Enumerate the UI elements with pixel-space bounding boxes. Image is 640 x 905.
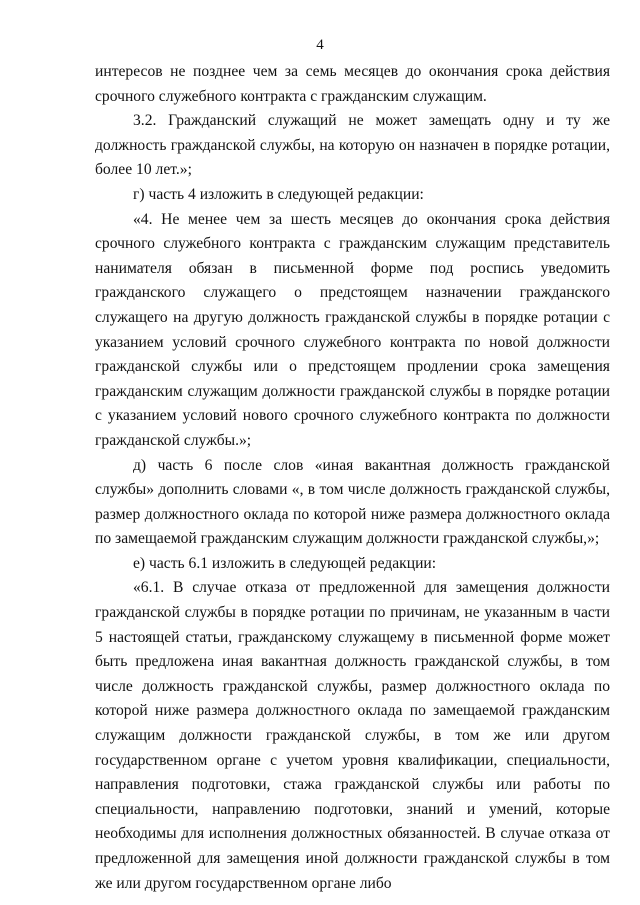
document-body (95, 60, 610, 896)
paragraph-continuation: интересов не позднее чем за семь месяцев до окончания срока действия срочного служебного контракта с гражданским служащим. (95, 63, 610, 105)
paragraph-amendment-e: е) часть 6.1 изложить в следующей редакции: (133, 554, 437, 572)
paragraph-part-4: «4. Не менее чем за шесть месяцев до окончания срока действия срочного служебного контракта с гражданским служащим представитель нанимателя обязан в письменной форме под роспись уведомить гражданского служащего о предстоящем назначении гражданского служащего на другую должность гражданской службы в порядке ротации с указанием условий срочного служебного контракта по новой должности гражданской службы или о предстоящем продлении срока замещения гражданским служащим должности гражданской службы в порядке ротации с указанием условий нового срочного служебного контракта по должности гражданской службы.»; (95, 210, 610, 449)
page-number: 4 (316, 37, 324, 53)
paragraph-amendment-g: г) часть 4 изложить в следующей редакции: (133, 185, 424, 203)
paragraph-amendment-d: д) часть 6 после слов «иная вакантная должность гражданской службы» дополнить словами «, в том числе должность гражданской службы, размер должностного оклада по которой ниже размера должностного оклада по замещаемой гражданским служащим должности гражданской службы,»; (95, 456, 610, 548)
paragraph-3-2: 3.2. Гражданский служащий не может замещать одну и ту же должность гражданской службы, на которую он назначен в порядке ротации, более 10 лет.»; (95, 112, 610, 179)
paragraph-part-6-1: «6.1. В случае отказа от предложенной для замещения должности гражданской службы в порядке ротации по причинам, не указанным в части 5 настоящей статьи, гражданскому служащему в письменной форме может быть предложена иная вакантная должность гражданской службы, в том числе должность гражданской службы, размер должностного оклада по которой ниже размера должностного оклада по замещаемой гражданским служащим должности гражданской службы, в том же или другом государственном органе с учетом уровня квалификации, специальности, направления подготовки, стажа гражданской службы или работы по специальности, направлению подготовки, знаний и умений, которые необходимы для исполнения должностных обязанностей. В случае отказа от предложенной для замещения иной должности гражданской службы в том же или другом государственном органе либо (95, 579, 610, 892)
